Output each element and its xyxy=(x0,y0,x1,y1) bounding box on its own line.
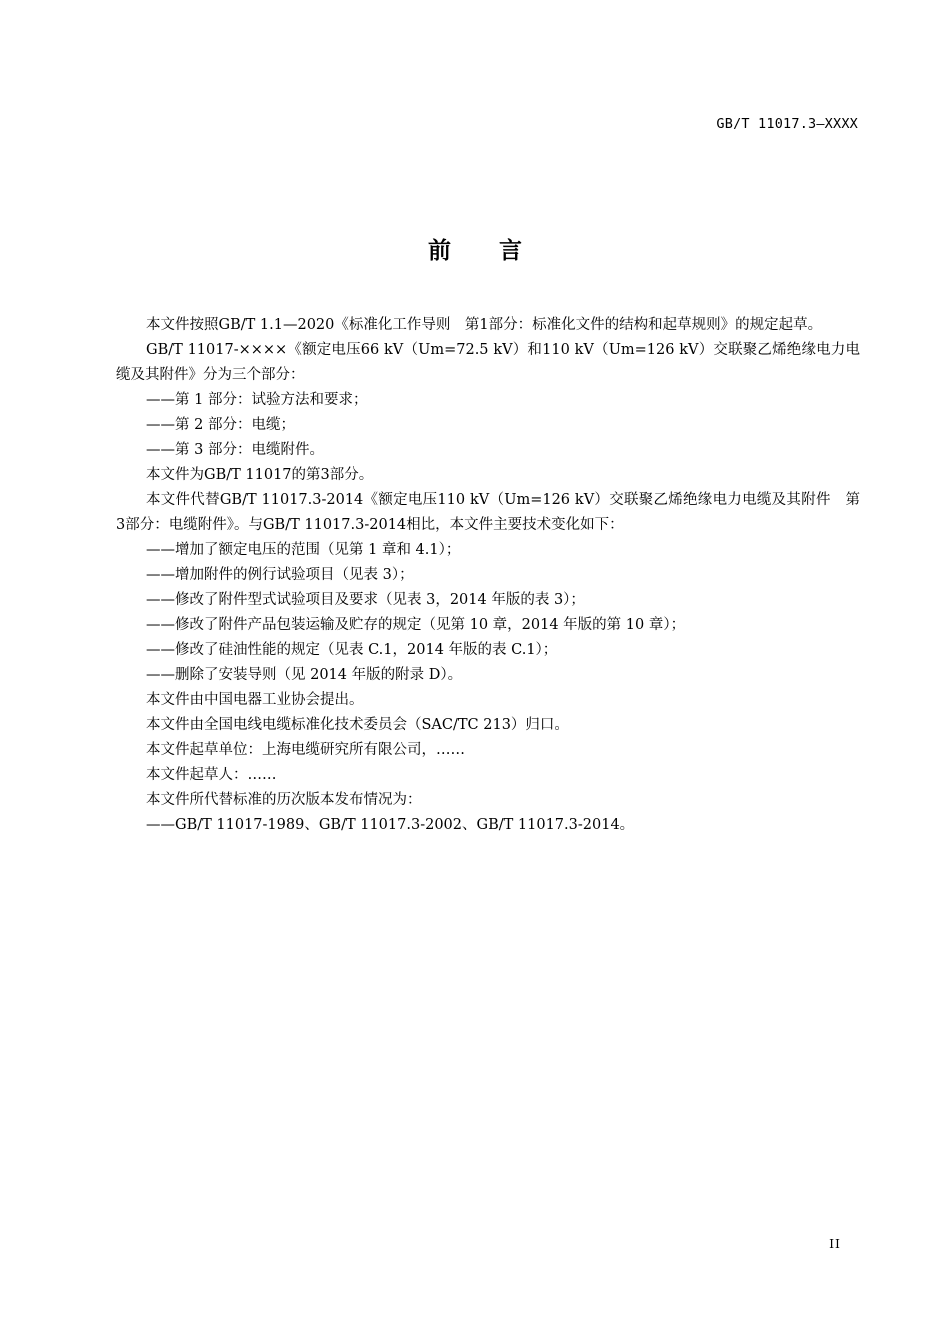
paragraph-drafting-units: 本文件起草单位：上海电缆研究所有限公司，…… xyxy=(146,742,465,758)
foreword-body xyxy=(116,313,860,838)
paragraph-history-intro: 本文件所代替标准的历次版本发布情况为： xyxy=(146,792,422,808)
paragraph-proposed-by: 本文件由中国电器工业协会提出。 xyxy=(146,692,364,708)
list-item-change-5: ——修改了硅油性能的规定（见表 C.1，2014 年版的表 C.1）； xyxy=(146,642,558,658)
list-item-change-4: ——修改了附件产品包装运输及贮存的规定（见第 10 章，2014 年版的第 10 章）； xyxy=(146,617,686,633)
list-item-change-2: ——增加附件的例行试验项目（见表 3）； xyxy=(146,567,414,583)
paragraph-under-jurisdiction: 本文件由全国电线电缆标准化技术委员会（SAC/TC 213）归口。 xyxy=(146,717,569,733)
list-item-part-3: ——第 3 部分：电缆附件。 xyxy=(146,442,324,458)
paragraph-series-parts: GB/T 11017-××××《额定电压66 kV（Um=72.5 kV）和110 kV（Um=126 kV）交联聚乙烯绝缘电力电缆及其附件》分为三个部分： xyxy=(116,342,860,383)
list-item-change-3: ——修改了附件型式试验项目及要求（见表 3，2014 年版的表 3）； xyxy=(146,592,585,608)
paragraph-drafting-basis: 本文件按照GB/T 1.1—2020《标准化工作导则 第1部分：标准化文件的结构和起草规则》的规定起草。 xyxy=(146,317,823,333)
page-title: 前言 xyxy=(428,238,570,264)
paragraph-replaces: 本文件代替GB/T 11017.3-2014《额定电压110 kV（Um=126 kV）交联聚乙烯绝缘电力电缆及其附件 第3部分：电缆附件》。与GB/T 11017.3-2014相比，本文件主要技术变化如下： xyxy=(116,492,860,533)
list-item-change-1: ——增加了额定电压的范围（见第 1 章和 4.1）； xyxy=(146,542,461,558)
list-item-history: ——GB/T 11017-1989、GB/T 11017.3-2002、GB/T 11017.3-2014。 xyxy=(146,817,635,833)
list-item-part-1: ——第 1 部分：试验方法和要求； xyxy=(146,392,368,408)
paragraph-this-part: 本文件为GB/T 11017的第3部分。 xyxy=(146,467,374,483)
paragraph-drafters: 本文件起草人：…… xyxy=(146,767,277,783)
document-code: GB/T 11017.3—XXXX xyxy=(716,116,858,132)
page-number: II xyxy=(829,1236,841,1251)
list-item-change-6: ——删除了安装导则（见 2014 年版的附录 D）。 xyxy=(146,667,463,683)
list-item-part-2: ——第 2 部分：电缆； xyxy=(146,417,295,433)
